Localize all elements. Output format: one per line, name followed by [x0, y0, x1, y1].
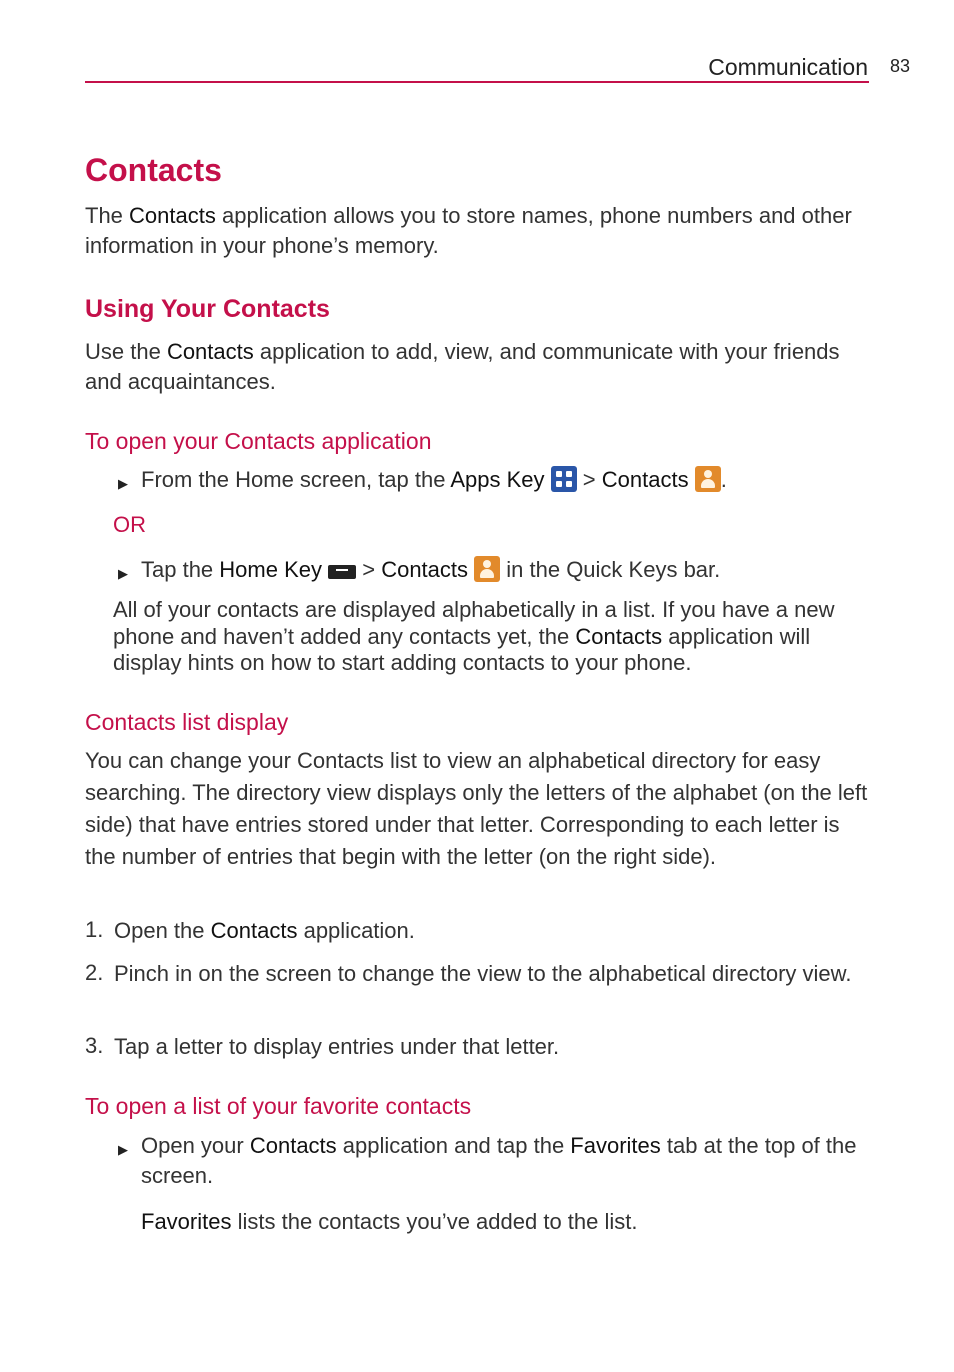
running-header: Communication [708, 54, 868, 80]
list-item: Open the Contacts application. [114, 918, 415, 943]
apps-key-icon [551, 466, 577, 492]
contacts-app-icon [474, 556, 500, 582]
intro-paragraph: The Contacts application allows you to store names, phone numbers and other information in your phone’s memory. [85, 203, 852, 258]
step-open-from-home: From the Home screen, tap the Apps Key > Contacts . [141, 467, 727, 492]
triangle-bullet-icon: ▶ [118, 476, 128, 491]
subheading-favorites: To open a list of your favorite contacts [85, 1093, 472, 1119]
section-heading-using: Using Your Contacts [85, 295, 330, 323]
subheading-open-app: To open your Contacts application [85, 428, 432, 454]
triangle-bullet-icon: ▶ [118, 1142, 128, 1157]
page-title: Contacts [85, 152, 222, 188]
step-number: 3. [85, 1033, 104, 1058]
triangle-bullet-icon: ▶ [118, 566, 128, 581]
list-item: Pinch in on the screen to change the view to the alphabetical directory view. [114, 961, 852, 986]
list-item: Tap a letter to display entries under that letter. [114, 1034, 560, 1059]
using-paragraph: Use the Contacts application to add, view, and communicate with your friends and acquaintances. [85, 339, 840, 394]
app-name: Contacts [129, 203, 216, 228]
home-key-icon [328, 565, 356, 579]
step-number: 1. [85, 917, 104, 942]
contacts-display-note: All of your contacts are displayed alphabetically in a list. If you have a new phone and haven’t added any contacts yet, the Contacts application will display hints on how to start adding contacts to your phone. [113, 597, 835, 675]
step-number: 2. [85, 960, 104, 985]
or-separator: OR [113, 512, 146, 537]
subheading-list-display: Contacts list display [85, 709, 289, 735]
favorites-note: Favorites lists the contacts you’ve added to the list. [141, 1209, 638, 1234]
page-number: 83 [890, 56, 911, 76]
list-display-paragraph: You can change your Contacts list to view an alphabetical directory for easy searching. The directory view displays only the letters of the alphabet (on the left side) that have entries stored under that letter. Corresponding to each letter is the number of entries that begin with the letter (on the right side). [85, 748, 868, 869]
contacts-app-icon [695, 466, 721, 492]
header-rule [85, 81, 869, 83]
step-open-from-quick-keys: Tap the Home Key > Contacts in the Quick Keys bar. [141, 557, 721, 582]
step-open-favorites: Open your Contacts application and tap the Favorites tab at the top of the screen. [141, 1133, 857, 1188]
